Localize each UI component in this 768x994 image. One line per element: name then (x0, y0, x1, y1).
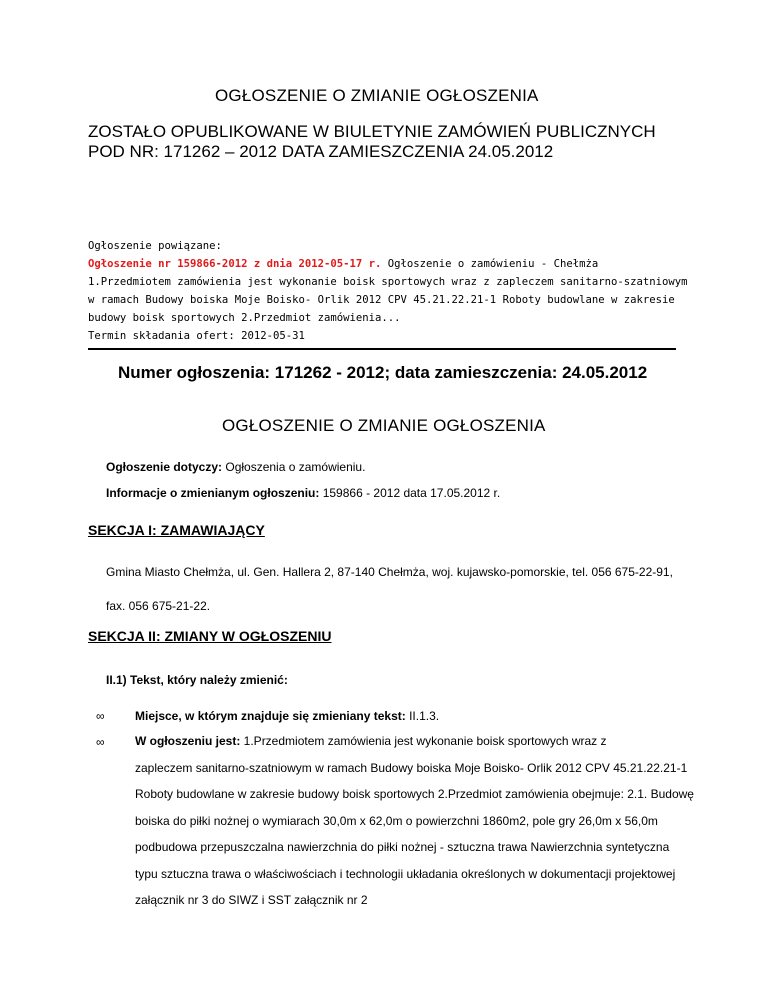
original-text-first-line (135, 728, 695, 755)
related-notice-link[interactable]: Ogłoszenie nr 159866-2012 z dnia 2012-05-17 r. (88, 258, 382, 270)
section-1-heading: SEKCJA I: ZAMAWIAJĄCY (88, 522, 265, 538)
related-link-suffix: Ogłoszenie o zamówieniu - Chełmża (381, 258, 599, 270)
related-description: 1.Przedmiotem zamówienia jest wykonanie boisk sportowych wraz z zapleczem sanitarno-szatniowym w ramach Budowy boiska Moje Boisko- Orlik 2012 CPV 45.21.22.21-1 Roboty budowlane w zakresie budowy boisk sportowych 2.Przedmiot zamówienia... (88, 276, 688, 324)
section-1-address: Gmina Miasto Chełmża, ul. Gen. Hallera 2, 87-140 Chełmża, woj. kujawsko-pomorskie, tel. 056 675-22-91, fax. 056 675-21-22. (106, 565, 673, 613)
info-changed-value: 159866 - 2012 data 17.05.2012 r. (319, 486, 501, 500)
info-changed (106, 486, 500, 500)
info-concerns (106, 460, 365, 474)
related-label: Ogłoszenie powiązane: (88, 240, 222, 252)
info-concerns-label: Ogłoszenie dotyczy: (106, 460, 223, 474)
related-deadline: Termin składania ofert: 2012-05-31 (88, 330, 305, 342)
info-concerns-value: Ogłoszenia o zamówieniu. (222, 460, 366, 474)
related-notice-block (88, 237, 688, 345)
heading-change-notice: OGŁOSZENIE O ZMIANIE OGŁOSZENIA (215, 86, 539, 105)
heading-change-notice-2: OGŁOSZENIE O ZMIANIE OGŁOSZENIA (222, 416, 546, 435)
changed-place-value: II.1.3. (405, 709, 440, 723)
original-text-start: 1.Przedmiotem zamówienia jest wykonanie boisk sportowych wraz z (240, 734, 607, 748)
divider (88, 348, 676, 350)
bullet-icon: ∞ (96, 735, 105, 749)
original-text-rest: zapleczem sanitarno-szatniowym w ramach Budowy boiska Moje Boisko- Orlik 2012 CPV 45.21.22.21-1 Roboty budowlane w zakresie budowy boisk sportowych 2.Przedmiot zamówienia obejmuje: 2.1. Budowę boiska do piłki nożnej o wymiarach 30,0m x 62,0m o powierzchni 1860m2, pole gry 26,0m x 56,0m podbudowa przepuszczalna nawierzchnia do piłki nożnej - sztuczna trawa Nawierzchnia syntetyczna typu sztuczna trawa o właściwościach i technologii układania określonych w dokumentacji projektowej załącznik nr 3 do SIWZ i SST załącznik nr 2 (135, 760, 694, 907)
notice-number: Numer ogłoszenia: 171262 - 2012; data zamieszczenia: 24.05.2012 (118, 363, 648, 382)
related-link-line (88, 255, 688, 273)
bullet-icon: ∞ (96, 709, 105, 723)
section-2-subheading: II.1) Tekst, który należy zmienić: (106, 673, 288, 687)
changed-place-line (135, 709, 439, 723)
section-2-heading: SEKCJA II: ZMIANY W OGŁOSZENIU (88, 628, 332, 644)
info-changed-label: Informacje o zmienianym ogłoszeniu: (106, 486, 320, 500)
changed-place-label: Miejsce, w którym znajduje się zmieniany tekst: (135, 709, 406, 723)
original-text-label: W ogłoszeniu jest: (135, 734, 241, 748)
heading-published-info: ZOSTAŁO OPUBLIKOWANE W BIULETYNIE ZAMÓWIEŃ PUBLICZNYCH POD NR: 171262 – 2012 DATA ZAMIESZCZENIA 24.05.2012 (88, 122, 656, 161)
original-text-paragraph (135, 728, 695, 914)
